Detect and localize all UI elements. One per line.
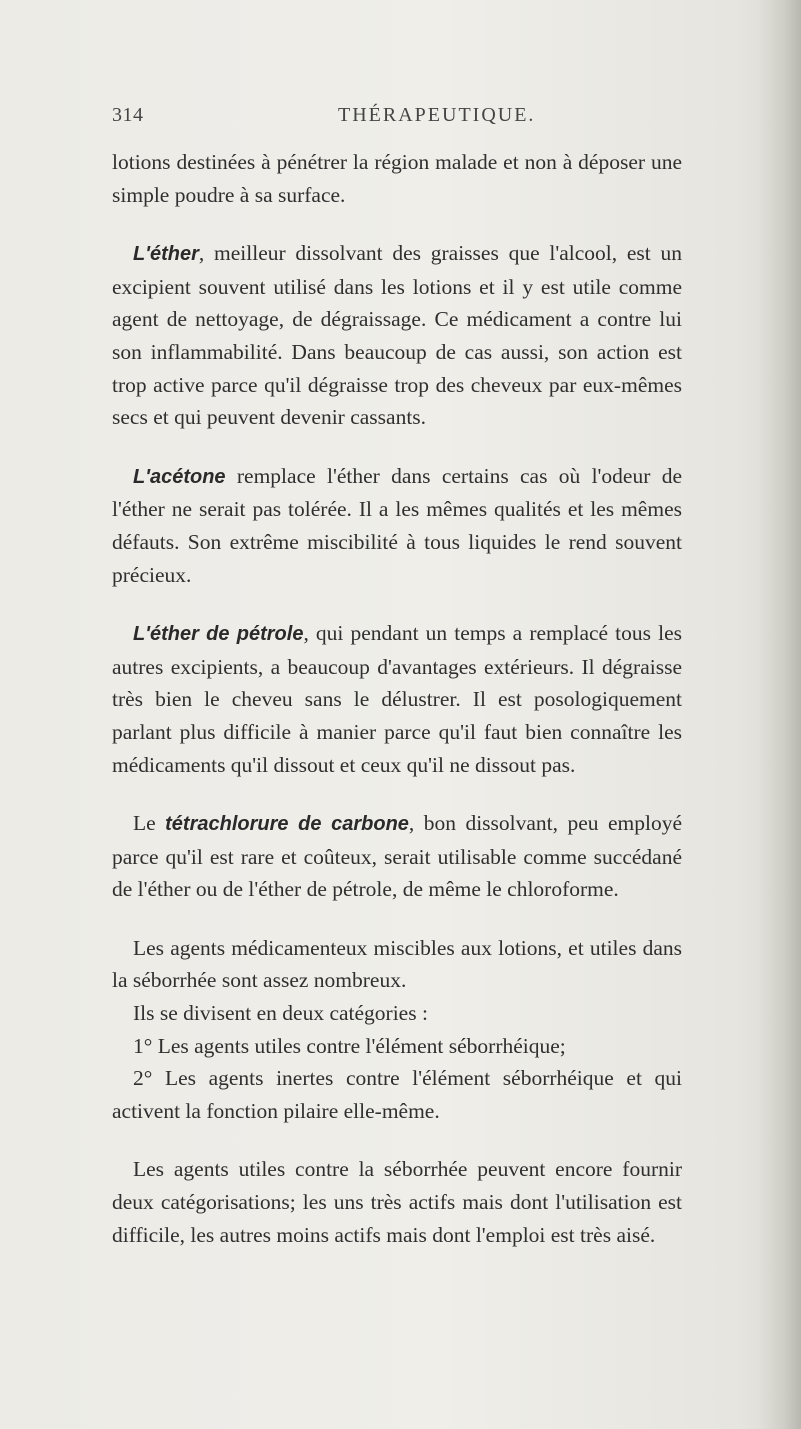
paragraph-ether-de-petrole	[112, 617, 682, 781]
list-item-2: 2° Les agents inertes contre l'élément séborrhéique et qui activent la fonction pilaire elle-même.	[112, 1066, 682, 1123]
paragraph-tetrachlorure	[112, 807, 682, 906]
paragraph-lotions-continued: lotions destinées à pénétrer la région malade et non à déposer une simple poudre à sa surface.	[112, 150, 682, 207]
running-header	[112, 104, 680, 130]
term-tetrachlorure: tétrachlorure de carbone	[165, 813, 409, 836]
paragraph-acetone	[112, 460, 682, 591]
term-ether-de-petrole: L'éther de pétrole	[133, 623, 304, 646]
paragraph-categories-intro: Ils se divisent en deux catégories :	[133, 1001, 428, 1026]
paragraph-acetone-text: remplace l'éther dans certains cas où l'odeur de l'éther ne serait pas tolérée. Il a les mêmes qualités et les mêmes défauts. Son extrême miscibilité à tous liquides le rend souvent précieux.	[112, 463, 682, 587]
paragraph-ether-de-petrole-text: , qui pendant un temps a remplacé tous les autres excipients, a beaucoup d'avantages extérieurs. Il dégraisse très bien le cheveu sans le délustrer. Il est posologiquement parlant plus difficile à manier parce qu'il faut bien connaître les médicaments qu'il dissout et ceux qu'il ne dissout pas.	[112, 621, 682, 777]
term-acetone: L'acétone	[133, 465, 226, 488]
paragraph-agents-utiles: Les agents utiles contre la séborrhée peuvent encore fournir deux catégorisations; les uns très actifs mais dont l'utilisation est difficile, les autres moins actifs mais dont l'emploi est très aisé.	[112, 1157, 682, 1247]
running-title: THÉRAPEUTIQUE.	[338, 104, 536, 126]
paragraph-tetrachlorure-text: , bon dissolvant, peu employé parce qu'il est rare et coûteux, serait utilisable comme succédané de l'éther ou de l'éther de pétrole, de même le chloroforme.	[112, 811, 682, 902]
paragraph-tetrachlorure-lead: Le	[133, 811, 166, 836]
paragraph-agents-miscibles: Les agents médicamenteux miscibles aux lotions, et utiles dans la séborrhée sont assez nombreux.	[112, 935, 682, 993]
page-edge-shadow	[759, 0, 801, 1429]
text-body	[112, 146, 682, 1277]
list-item-1: 1° Les agents utiles contre l'élément séborrhéique;	[133, 1033, 566, 1058]
term-ether: L'éther	[133, 243, 199, 266]
page-number: 314	[112, 104, 144, 126]
paragraph-ether-text: , meilleur dissolvant des graisses que l'alcool, est un excipient souvent utilisé dans les lotions et il y est utile comme agent de nettoyage, de dégraissage. Ce médicament a contre lui son inflammabilité. Dans beaucoup de cas aussi, son action est trop active parce qu'il dégraisse trop des cheveux par eux-mêmes secs et qui peuvent devenir cassants.	[112, 241, 682, 430]
paragraph-ether	[112, 237, 682, 434]
